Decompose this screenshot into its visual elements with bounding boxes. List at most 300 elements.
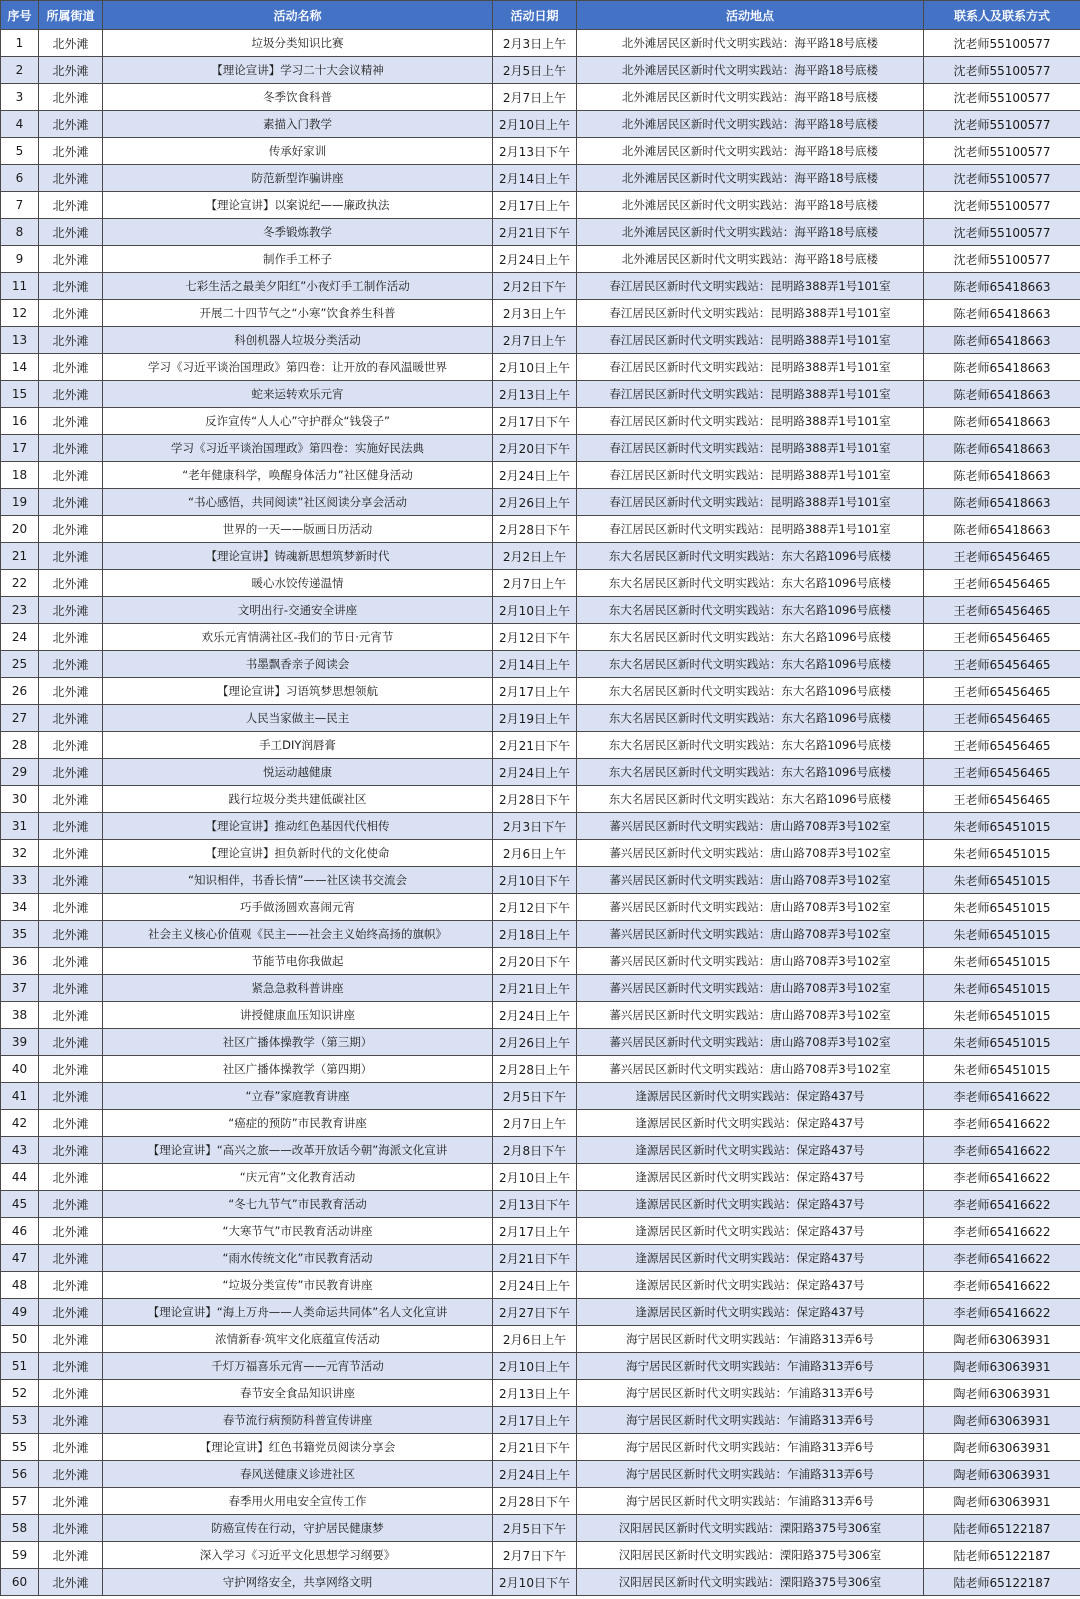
cell-location: 蕃兴居民区新时代文明实践站：唐山路708弄3号102室: [577, 813, 924, 840]
cell-activity-name: 守护网络安全，共享网络文明: [103, 1569, 493, 1596]
table-row: [1, 1299, 1080, 1326]
cell-activity-name: 【理论宣讲】红色书籍党员阅读分享会: [103, 1434, 493, 1461]
cell-contact: 朱老师65451015: [924, 948, 1080, 975]
table-row: [1, 1380, 1080, 1407]
cell-index: 36: [1, 948, 39, 975]
cell-date: 2月28日上午: [493, 1056, 577, 1083]
cell-street: 北外滩: [39, 219, 103, 246]
table-row: [1, 1326, 1080, 1353]
cell-street: 北外滩: [39, 1542, 103, 1569]
table-row: [1, 948, 1080, 975]
cell-contact: 朱老师65451015: [924, 894, 1080, 921]
col-header-location: 活动地点: [577, 1, 924, 30]
cell-activity-name: 【理论宣讲】“高兴之旅——改革开放话今朝”海派文化宣讲: [103, 1137, 493, 1164]
cell-contact: 王老师65456465: [924, 678, 1080, 705]
cell-index: 28: [1, 732, 39, 759]
cell-street: 北外滩: [39, 1029, 103, 1056]
cell-location: 海宁居民区新时代文明实践站：乍浦路313弄6号: [577, 1461, 924, 1488]
cell-activity-name: 人民当家做主—民主: [103, 705, 493, 732]
cell-date: 2月8日下午: [493, 1137, 577, 1164]
cell-street: 北外滩: [39, 273, 103, 300]
cell-date: 2月24日上午: [493, 1272, 577, 1299]
cell-index: 48: [1, 1272, 39, 1299]
cell-activity-name: 文明出行-交通安全讲座: [103, 597, 493, 624]
cell-date: 2月27日下午: [493, 1299, 577, 1326]
cell-contact: 陈老师65418663: [924, 462, 1080, 489]
table-row: [1, 678, 1080, 705]
cell-activity-name: 素描入门教学: [103, 111, 493, 138]
cell-street: 北外滩: [39, 516, 103, 543]
cell-date: 2月6日上午: [493, 840, 577, 867]
cell-contact: 李老师65416622: [924, 1083, 1080, 1110]
cell-activity-name: 防范新型诈骗讲座: [103, 165, 493, 192]
cell-street: 北外滩: [39, 246, 103, 273]
cell-activity-name: “庆元宵”文化教育活动: [103, 1164, 493, 1191]
table-row: [1, 732, 1080, 759]
cell-street: 北外滩: [39, 1299, 103, 1326]
cell-date: 2月7日上午: [493, 327, 577, 354]
cell-contact: 陆老师65122187: [924, 1569, 1080, 1596]
cell-activity-name: 深入学习《习近平文化思想学习纲要》: [103, 1542, 493, 1569]
cell-index: 29: [1, 759, 39, 786]
cell-street: 北外滩: [39, 1461, 103, 1488]
table-row: [1, 1191, 1080, 1218]
cell-contact: 李老师65416622: [924, 1164, 1080, 1191]
cell-date: 2月12日下午: [493, 894, 577, 921]
cell-street: 北外滩: [39, 57, 103, 84]
cell-street: 北外滩: [39, 921, 103, 948]
cell-activity-name: 垃圾分类知识比赛: [103, 30, 493, 57]
cell-street: 北外滩: [39, 1434, 103, 1461]
cell-location: 春江居民区新时代文明实践站：昆明路388弄1号101室: [577, 300, 924, 327]
cell-index: 3: [1, 84, 39, 111]
cell-date: 2月17日下午: [493, 408, 577, 435]
cell-location: 东大名居民区新时代文明实践站：东大名路1096号底楼: [577, 651, 924, 678]
cell-location: 蕃兴居民区新时代文明实践站：唐山路708弄3号102室: [577, 1056, 924, 1083]
cell-location: 逢源居民区新时代文明实践站：保定路437号: [577, 1083, 924, 1110]
cell-location: 海宁居民区新时代文明实践站：乍浦路313弄6号: [577, 1434, 924, 1461]
cell-index: 6: [1, 165, 39, 192]
table-row: [1, 408, 1080, 435]
cell-date: 2月24日上午: [493, 759, 577, 786]
cell-activity-name: 七彩生活之最美夕阳红”小夜灯手工制作活动: [103, 273, 493, 300]
cell-contact: 沈老师55100577: [924, 246, 1080, 273]
cell-activity-name: 世界的一天——版画日历活动: [103, 516, 493, 543]
col-header-activity-name: 活动名称: [103, 1, 493, 30]
cell-contact: 陶老师63063931: [924, 1326, 1080, 1353]
table-row: [1, 1002, 1080, 1029]
cell-date: 2月24日上午: [493, 1002, 577, 1029]
cell-contact: 沈老师55100577: [924, 30, 1080, 57]
table-row: [1, 1083, 1080, 1110]
cell-activity-name: 浓情新春·筑牢文化底蕴宣传活动: [103, 1326, 493, 1353]
cell-activity-name: 【理论宣讲】习语筑梦思想领航: [103, 678, 493, 705]
table-row: [1, 327, 1080, 354]
cell-index: 34: [1, 894, 39, 921]
cell-contact: 王老师65456465: [924, 543, 1080, 570]
cell-contact: 王老师65456465: [924, 597, 1080, 624]
cell-index: 57: [1, 1488, 39, 1515]
table-row: [1, 192, 1080, 219]
cell-activity-name: 社区广播体操教学（第三期）: [103, 1029, 493, 1056]
cell-activity-name: 【理论宣讲】担负新时代的文化使命: [103, 840, 493, 867]
table-row: [1, 57, 1080, 84]
cell-contact: 陈老师65418663: [924, 327, 1080, 354]
cell-contact: 王老师65456465: [924, 759, 1080, 786]
cell-activity-name: 春节安全食品知识讲座: [103, 1380, 493, 1407]
cell-date: 2月21日下午: [493, 1434, 577, 1461]
cell-street: 北外滩: [39, 381, 103, 408]
cell-index: 1: [1, 30, 39, 57]
table-row: [1, 273, 1080, 300]
table-row: [1, 1245, 1080, 1272]
cell-date: 2月28日下午: [493, 786, 577, 813]
table-row: [1, 1164, 1080, 1191]
cell-activity-name: 暖心水饺传递温情: [103, 570, 493, 597]
cell-activity-name: 社区广播体操教学（第四期）: [103, 1056, 493, 1083]
cell-location: 东大名居民区新时代文明实践站：东大名路1096号底楼: [577, 759, 924, 786]
cell-street: 北外滩: [39, 624, 103, 651]
cell-contact: 朱老师65451015: [924, 975, 1080, 1002]
cell-location: 海宁居民区新时代文明实践站：乍浦路313弄6号: [577, 1407, 924, 1434]
cell-date: 2月20日下午: [493, 948, 577, 975]
cell-activity-name: 学习《习近平谈治国理政》第四卷：让开放的春风温暖世界: [103, 354, 493, 381]
cell-date: 2月17日上午: [493, 192, 577, 219]
table-row: [1, 165, 1080, 192]
cell-index: 45: [1, 1191, 39, 1218]
cell-contact: 陶老师63063931: [924, 1380, 1080, 1407]
table-row: [1, 786, 1080, 813]
cell-location: 汉阳居民区新时代文明实践站：溧阳路375号306室: [577, 1542, 924, 1569]
cell-activity-name: 学习《习近平谈治国理政》第四卷：实施好民法典: [103, 435, 493, 462]
cell-street: 北外滩: [39, 894, 103, 921]
cell-date: 2月17日上午: [493, 678, 577, 705]
cell-date: 2月10日上午: [493, 1353, 577, 1380]
table-row: [1, 975, 1080, 1002]
cell-location: 逢源居民区新时代文明实践站：保定路437号: [577, 1272, 924, 1299]
cell-activity-name: 手工DIY润唇膏: [103, 732, 493, 759]
cell-contact: 沈老师55100577: [924, 84, 1080, 111]
cell-street: 北外滩: [39, 1137, 103, 1164]
cell-index: 44: [1, 1164, 39, 1191]
cell-date: 2月3日上午: [493, 300, 577, 327]
cell-street: 北外滩: [39, 165, 103, 192]
cell-index: 9: [1, 246, 39, 273]
cell-date: 2月3日上午: [493, 30, 577, 57]
cell-activity-name: 践行垃圾分类共建低碳社区: [103, 786, 493, 813]
cell-activity-name: “垃圾分类宣传”市民教育讲座: [103, 1272, 493, 1299]
cell-index: 13: [1, 327, 39, 354]
table-row: [1, 1488, 1080, 1515]
cell-date: 2月7日上午: [493, 570, 577, 597]
cell-date: 2月21日上午: [493, 975, 577, 1002]
cell-contact: 王老师65456465: [924, 732, 1080, 759]
table-row: [1, 246, 1080, 273]
cell-activity-name: 讲授健康血压知识讲座: [103, 1002, 493, 1029]
cell-date: 2月10日上午: [493, 597, 577, 624]
cell-location: 汉阳居民区新时代文明实践站：溧阳路375号306室: [577, 1569, 924, 1596]
cell-street: 北外滩: [39, 840, 103, 867]
cell-activity-name: 书墨飘香亲子阅读会: [103, 651, 493, 678]
cell-street: 北外滩: [39, 732, 103, 759]
cell-date: 2月26日上午: [493, 489, 577, 516]
table-row: [1, 300, 1080, 327]
cell-index: 27: [1, 705, 39, 732]
cell-contact: 朱老师65451015: [924, 867, 1080, 894]
cell-location: 春江居民区新时代文明实践站：昆明路388弄1号101室: [577, 516, 924, 543]
cell-location: 海宁居民区新时代文明实践站：乍浦路313弄6号: [577, 1326, 924, 1353]
cell-street: 北外滩: [39, 30, 103, 57]
cell-street: 北外滩: [39, 1488, 103, 1515]
cell-location: 东大名居民区新时代文明实践站：东大名路1096号底楼: [577, 570, 924, 597]
cell-street: 北外滩: [39, 192, 103, 219]
cell-date: 2月10日下午: [493, 1569, 577, 1596]
cell-index: 4: [1, 111, 39, 138]
cell-location: 逢源居民区新时代文明实践站：保定路437号: [577, 1164, 924, 1191]
cell-date: 2月26日上午: [493, 1029, 577, 1056]
cell-street: 北外滩: [39, 1326, 103, 1353]
col-header-contact: 联系人及联系方式: [924, 1, 1080, 30]
cell-date: 2月19日上午: [493, 705, 577, 732]
cell-street: 北外滩: [39, 570, 103, 597]
cell-date: 2月5日下午: [493, 1515, 577, 1542]
table-row: [1, 1542, 1080, 1569]
table-row: [1, 84, 1080, 111]
cell-contact: 朱老师65451015: [924, 813, 1080, 840]
cell-location: 逢源居民区新时代文明实践站：保定路437号: [577, 1218, 924, 1245]
cell-date: 2月6日上午: [493, 1326, 577, 1353]
cell-contact: 李老师65416622: [924, 1137, 1080, 1164]
cell-contact: 沈老师55100577: [924, 165, 1080, 192]
cell-contact: 朱老师65451015: [924, 1029, 1080, 1056]
cell-activity-name: 科创机器人垃圾分类活动: [103, 327, 493, 354]
cell-index: 21: [1, 543, 39, 570]
cell-contact: 朱老师65451015: [924, 840, 1080, 867]
cell-date: 2月10日上午: [493, 111, 577, 138]
cell-date: 2月28日下午: [493, 516, 577, 543]
cell-location: 北外滩居民区新时代文明实践站：海平路18号底楼: [577, 57, 924, 84]
cell-activity-name: 春风送健康义诊进社区: [103, 1461, 493, 1488]
cell-street: 北外滩: [39, 975, 103, 1002]
table-row: [1, 1029, 1080, 1056]
cell-location: 春江居民区新时代文明实践站：昆明路388弄1号101室: [577, 462, 924, 489]
cell-location: 蕃兴居民区新时代文明实践站：唐山路708弄3号102室: [577, 1029, 924, 1056]
cell-location: 海宁居民区新时代文明实践站：乍浦路313弄6号: [577, 1353, 924, 1380]
table-row: [1, 435, 1080, 462]
cell-contact: 陶老师63063931: [924, 1434, 1080, 1461]
cell-date: 2月13日上午: [493, 1380, 577, 1407]
cell-street: 北外滩: [39, 435, 103, 462]
cell-location: 北外滩居民区新时代文明实践站：海平路18号底楼: [577, 138, 924, 165]
table-row: [1, 624, 1080, 651]
cell-index: 15: [1, 381, 39, 408]
cell-index: 50: [1, 1326, 39, 1353]
cell-location: 东大名居民区新时代文明实践站：东大名路1096号底楼: [577, 543, 924, 570]
cell-contact: 朱老师65451015: [924, 1002, 1080, 1029]
cell-index: 14: [1, 354, 39, 381]
cell-activity-name: 【理论宣讲】“海上万舟——人类命运共同体”名人文化宣讲: [103, 1299, 493, 1326]
cell-index: 37: [1, 975, 39, 1002]
cell-contact: 陈老师65418663: [924, 381, 1080, 408]
cell-location: 北外滩居民区新时代文明实践站：海平路18号底楼: [577, 246, 924, 273]
cell-index: 20: [1, 516, 39, 543]
cell-date: 2月14日上午: [493, 165, 577, 192]
cell-date: 2月13日下午: [493, 138, 577, 165]
table-row: [1, 867, 1080, 894]
cell-date: 2月12日下午: [493, 624, 577, 651]
cell-street: 北外滩: [39, 543, 103, 570]
cell-index: 32: [1, 840, 39, 867]
cell-location: 蕃兴居民区新时代文明实践站：唐山路708弄3号102室: [577, 948, 924, 975]
cell-street: 北外滩: [39, 1110, 103, 1137]
cell-activity-name: “癌症的预防”市民教育讲座: [103, 1110, 493, 1137]
cell-location: 东大名居民区新时代文明实践站：东大名路1096号底楼: [577, 597, 924, 624]
cell-date: 2月18日上午: [493, 921, 577, 948]
cell-street: 北外滩: [39, 1407, 103, 1434]
table-row: [1, 1353, 1080, 1380]
cell-index: 26: [1, 678, 39, 705]
cell-contact: 李老师65416622: [924, 1218, 1080, 1245]
table-row: [1, 111, 1080, 138]
table-row: [1, 1515, 1080, 1542]
cell-activity-name: “大寒节气”市民教育活动讲座: [103, 1218, 493, 1245]
cell-index: 46: [1, 1218, 39, 1245]
cell-street: 北外滩: [39, 867, 103, 894]
cell-index: 2: [1, 57, 39, 84]
table-row: [1, 651, 1080, 678]
cell-street: 北外滩: [39, 813, 103, 840]
cell-index: 11: [1, 273, 39, 300]
cell-index: 25: [1, 651, 39, 678]
table-row: [1, 1434, 1080, 1461]
cell-index: 19: [1, 489, 39, 516]
cell-location: 春江居民区新时代文明实践站：昆明路388弄1号101室: [577, 354, 924, 381]
table-row: [1, 1272, 1080, 1299]
cell-contact: 陈老师65418663: [924, 489, 1080, 516]
table-row: [1, 1461, 1080, 1488]
table-row: [1, 1110, 1080, 1137]
table-row: [1, 570, 1080, 597]
cell-date: 2月24日上午: [493, 462, 577, 489]
cell-location: 春江居民区新时代文明实践站：昆明路388弄1号101室: [577, 435, 924, 462]
cell-street: 北外滩: [39, 462, 103, 489]
cell-index: 42: [1, 1110, 39, 1137]
cell-contact: 陈老师65418663: [924, 273, 1080, 300]
table-header: [1, 1, 1080, 30]
cell-contact: 陈老师65418663: [924, 435, 1080, 462]
cell-date: 2月21日下午: [493, 1245, 577, 1272]
cell-contact: 陈老师65418663: [924, 408, 1080, 435]
cell-index: 59: [1, 1542, 39, 1569]
cell-activity-name: “知识相伴，书香长情”——社区读书交流会: [103, 867, 493, 894]
cell-date: 2月20日下午: [493, 435, 577, 462]
cell-location: 逢源居民区新时代文明实践站：保定路437号: [577, 1245, 924, 1272]
cell-activity-name: 千灯万福喜乐元宵——元宵节活动: [103, 1353, 493, 1380]
cell-location: 蕃兴居民区新时代文明实践站：唐山路708弄3号102室: [577, 867, 924, 894]
table-row: [1, 381, 1080, 408]
cell-index: 38: [1, 1002, 39, 1029]
cell-index: 53: [1, 1407, 39, 1434]
cell-activity-name: “冬七九节气”市民教育活动: [103, 1191, 493, 1218]
cell-street: 北外滩: [39, 1245, 103, 1272]
cell-street: 北外滩: [39, 1380, 103, 1407]
cell-activity-name: 春节流行病预防科普宣传讲座: [103, 1407, 493, 1434]
cell-location: 蕃兴居民区新时代文明实践站：唐山路708弄3号102室: [577, 894, 924, 921]
cell-location: 海宁居民区新时代文明实践站：乍浦路313弄6号: [577, 1380, 924, 1407]
cell-contact: 沈老师55100577: [924, 219, 1080, 246]
cell-activity-name: 开展二十四节气之“小寒”饮食养生科普: [103, 300, 493, 327]
table-row: [1, 1569, 1080, 1596]
cell-street: 北外滩: [39, 1218, 103, 1245]
cell-contact: 沈老师55100577: [924, 57, 1080, 84]
cell-street: 北外滩: [39, 138, 103, 165]
cell-activity-name: 冬季锻炼教学: [103, 219, 493, 246]
cell-activity-name: 【理论宣讲】铸魂新思想筑梦新时代: [103, 543, 493, 570]
table-row: [1, 597, 1080, 624]
cell-date: 2月2日下午: [493, 273, 577, 300]
cell-date: 2月24日上午: [493, 1461, 577, 1488]
cell-location: 蕃兴居民区新时代文明实践站：唐山路708弄3号102室: [577, 975, 924, 1002]
cell-location: 春江居民区新时代文明实践站：昆明路388弄1号101室: [577, 381, 924, 408]
cell-contact: 陆老师65122187: [924, 1542, 1080, 1569]
cell-street: 北外滩: [39, 489, 103, 516]
table-row: [1, 354, 1080, 381]
cell-street: 北外滩: [39, 1002, 103, 1029]
cell-index: 8: [1, 219, 39, 246]
table-row: [1, 921, 1080, 948]
cell-contact: 朱老师65451015: [924, 1056, 1080, 1083]
cell-index: 31: [1, 813, 39, 840]
cell-index: 58: [1, 1515, 39, 1542]
cell-contact: 王老师65456465: [924, 705, 1080, 732]
cell-date: 2月7日下午: [493, 1542, 577, 1569]
cell-index: 12: [1, 300, 39, 327]
cell-activity-name: “立春”家庭教育讲座: [103, 1083, 493, 1110]
cell-activity-name: 防癌宣传在行动，守护居民健康梦: [103, 1515, 493, 1542]
cell-street: 北外滩: [39, 705, 103, 732]
cell-date: 2月7日上午: [493, 1110, 577, 1137]
cell-location: 春江居民区新时代文明实践站：昆明路388弄1号101室: [577, 327, 924, 354]
cell-activity-name: 悦运动越健康: [103, 759, 493, 786]
cell-activity-name: 节能节电你我做起: [103, 948, 493, 975]
cell-index: 5: [1, 138, 39, 165]
cell-date: 2月13日下午: [493, 1191, 577, 1218]
col-header-street: 所属街道: [39, 1, 103, 30]
cell-street: 北外滩: [39, 678, 103, 705]
cell-contact: 李老师65416622: [924, 1272, 1080, 1299]
cell-index: 47: [1, 1245, 39, 1272]
cell-date: 2月21日下午: [493, 732, 577, 759]
cell-location: 北外滩居民区新时代文明实践站：海平路18号底楼: [577, 30, 924, 57]
cell-contact: 沈老师55100577: [924, 192, 1080, 219]
cell-contact: 李老师65416622: [924, 1299, 1080, 1326]
cell-contact: 李老师65416622: [924, 1110, 1080, 1137]
cell-contact: 王老师65456465: [924, 786, 1080, 813]
cell-date: 2月7日上午: [493, 84, 577, 111]
cell-index: 24: [1, 624, 39, 651]
cell-index: 51: [1, 1353, 39, 1380]
cell-street: 北外滩: [39, 84, 103, 111]
cell-activity-name: “书心感悟，共同阅读”社区阅读分享会活动: [103, 489, 493, 516]
table-row: [1, 219, 1080, 246]
cell-date: 2月10日上午: [493, 1164, 577, 1191]
cell-location: 春江居民区新时代文明实践站：昆明路388弄1号101室: [577, 489, 924, 516]
cell-contact: 沈老师55100577: [924, 138, 1080, 165]
cell-street: 北外滩: [39, 651, 103, 678]
table-row: [1, 462, 1080, 489]
cell-activity-name: 制作手工杯子: [103, 246, 493, 273]
cell-street: 北外滩: [39, 1164, 103, 1191]
